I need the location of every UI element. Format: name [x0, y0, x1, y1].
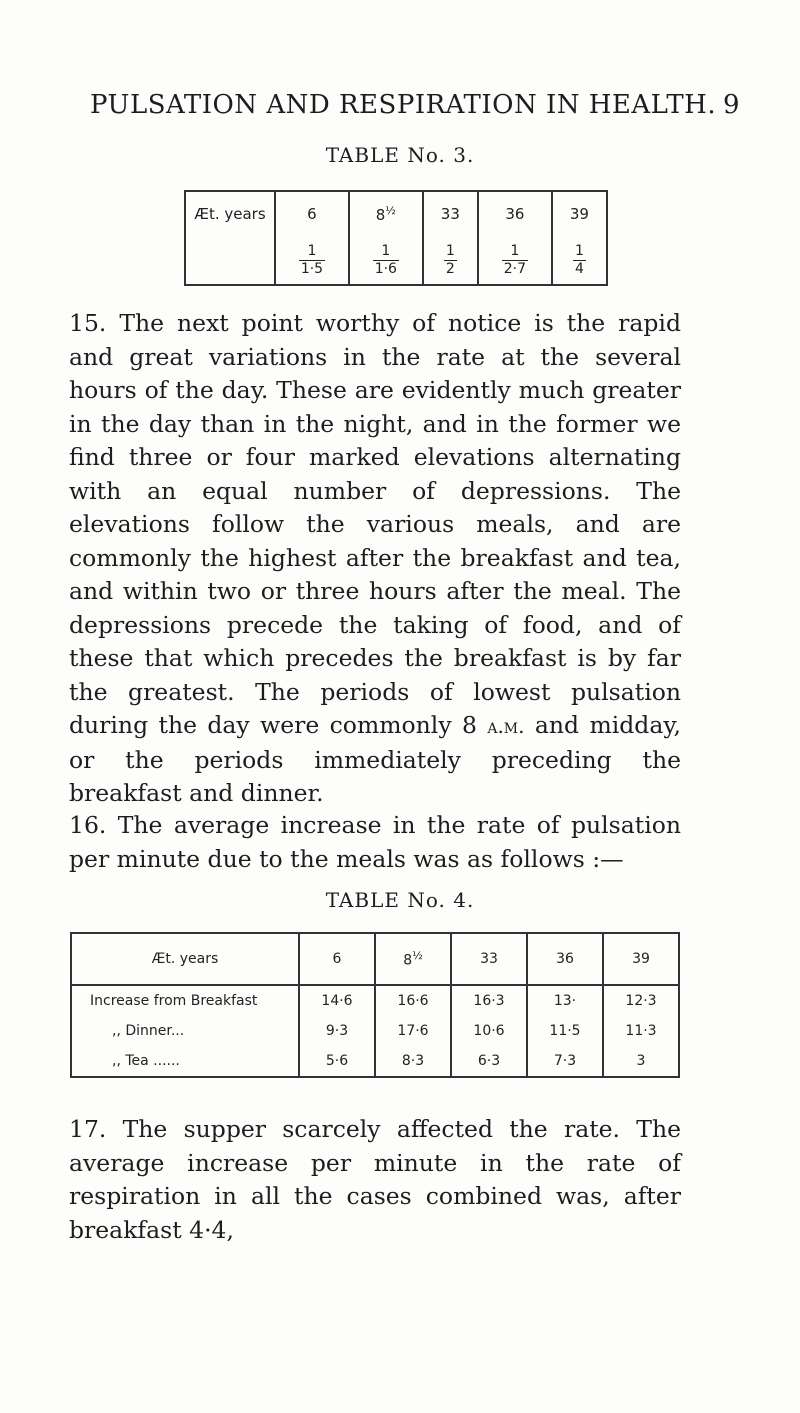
- paragraph-17: 17. The supper scarcely affected the rate. The average increase per minute in the rate of respiration in all the cases combined was, after breakfast 4·4,: [69, 1115, 681, 1244]
- paragraph-15: 15. The next point worthy of notice is the rapid and great variations in the rate at the several hours of the day. These are evidently much greater in the day than in the night, and in the former we find three or four marked elevations alternating with an equal number of depressions. The elevations follow the various meals, and are commonly the highest after the breakfast and tea, and within two or three hours after the meal. The depressions precede the taking of food, and of these that which precedes the breakfast is by far the greatest. The periods of lowest pulsation during the day were commonly 8 a.m. and midday, or the periods immediately preceding the breakfast and dinner.: [69, 309, 681, 807]
- table-3-ratio: $\frac{1}{4}$: [552, 236, 607, 285]
- table-3-age-row: [185, 191, 607, 236]
- table-cell: 17·6: [375, 1016, 451, 1046]
- table-4: [70, 932, 680, 1078]
- table-cell: 11·5: [527, 1016, 603, 1046]
- table-3-age: 36: [478, 191, 552, 236]
- table-row: [71, 1046, 679, 1077]
- table-3-title: TABLE No. 3.: [325, 143, 475, 167]
- table-cell: 8·3: [375, 1046, 451, 1077]
- table-row: [71, 985, 679, 1016]
- table-cell: 6·3: [451, 1046, 527, 1077]
- table-3-ratio-row: [185, 236, 607, 285]
- table-cell: 9·3: [299, 1016, 375, 1046]
- row-label: ,, Tea ......: [112, 1053, 180, 1069]
- table-3-age: 6: [275, 191, 349, 236]
- table-3: [184, 190, 608, 286]
- table-3-ratio: $\frac{1}{2\cdot 7}$: [478, 236, 552, 285]
- table-cell: 5·6: [299, 1046, 375, 1077]
- table-cell: 3: [603, 1046, 679, 1077]
- table-cell: 12·3: [603, 985, 679, 1016]
- running-head-title: PULSATION AND RESPIRATION IN HEALTH.: [90, 90, 717, 120]
- table-4-header-row: [71, 933, 679, 985]
- table-cell: 10·6: [451, 1016, 527, 1046]
- running-head: [90, 90, 740, 120]
- table-3-ratio: $\frac{1}{1\cdot 5}$: [275, 236, 349, 285]
- table-3-age: $8^{\frac{1}{2}}$: [349, 191, 423, 236]
- table-3-age: 39: [552, 191, 607, 236]
- table-cell: 16·6: [375, 985, 451, 1016]
- table-cell: 14·6: [299, 985, 375, 1016]
- table-cell: 11·3: [603, 1016, 679, 1046]
- row-label: Increase from Breakfast: [90, 993, 258, 1009]
- table-4-age: 36: [527, 933, 603, 985]
- table-cell: 16·3: [451, 985, 527, 1016]
- table-4-age: 39: [603, 933, 679, 985]
- table-3-ratio: $\frac{1}{2}$: [423, 236, 478, 285]
- table-3-age: 33: [423, 191, 478, 236]
- table-4-age: 33: [451, 933, 527, 985]
- table-cell: 7·3: [527, 1046, 603, 1077]
- row-label: ,, Dinner...: [112, 1023, 185, 1039]
- table-cell: 13·: [527, 985, 603, 1016]
- table-4-title: TABLE No. 4.: [325, 888, 475, 912]
- table-4-age: 6: [299, 933, 375, 985]
- table-4-header-label: Æt. years: [71, 933, 299, 985]
- table-3-row-label: Æt. years: [194, 205, 266, 223]
- paragraph-16: 16. The average increase in the rate of pulsation per minute due to the meals was as follows :—: [69, 811, 681, 873]
- table-3-ratio: $\frac{1}{1\cdot 6}$: [349, 236, 423, 285]
- page-number: 9: [722, 90, 740, 120]
- table-row: [71, 1016, 679, 1046]
- table-4-age: $8^{\frac{1}{2}}$: [375, 933, 451, 985]
